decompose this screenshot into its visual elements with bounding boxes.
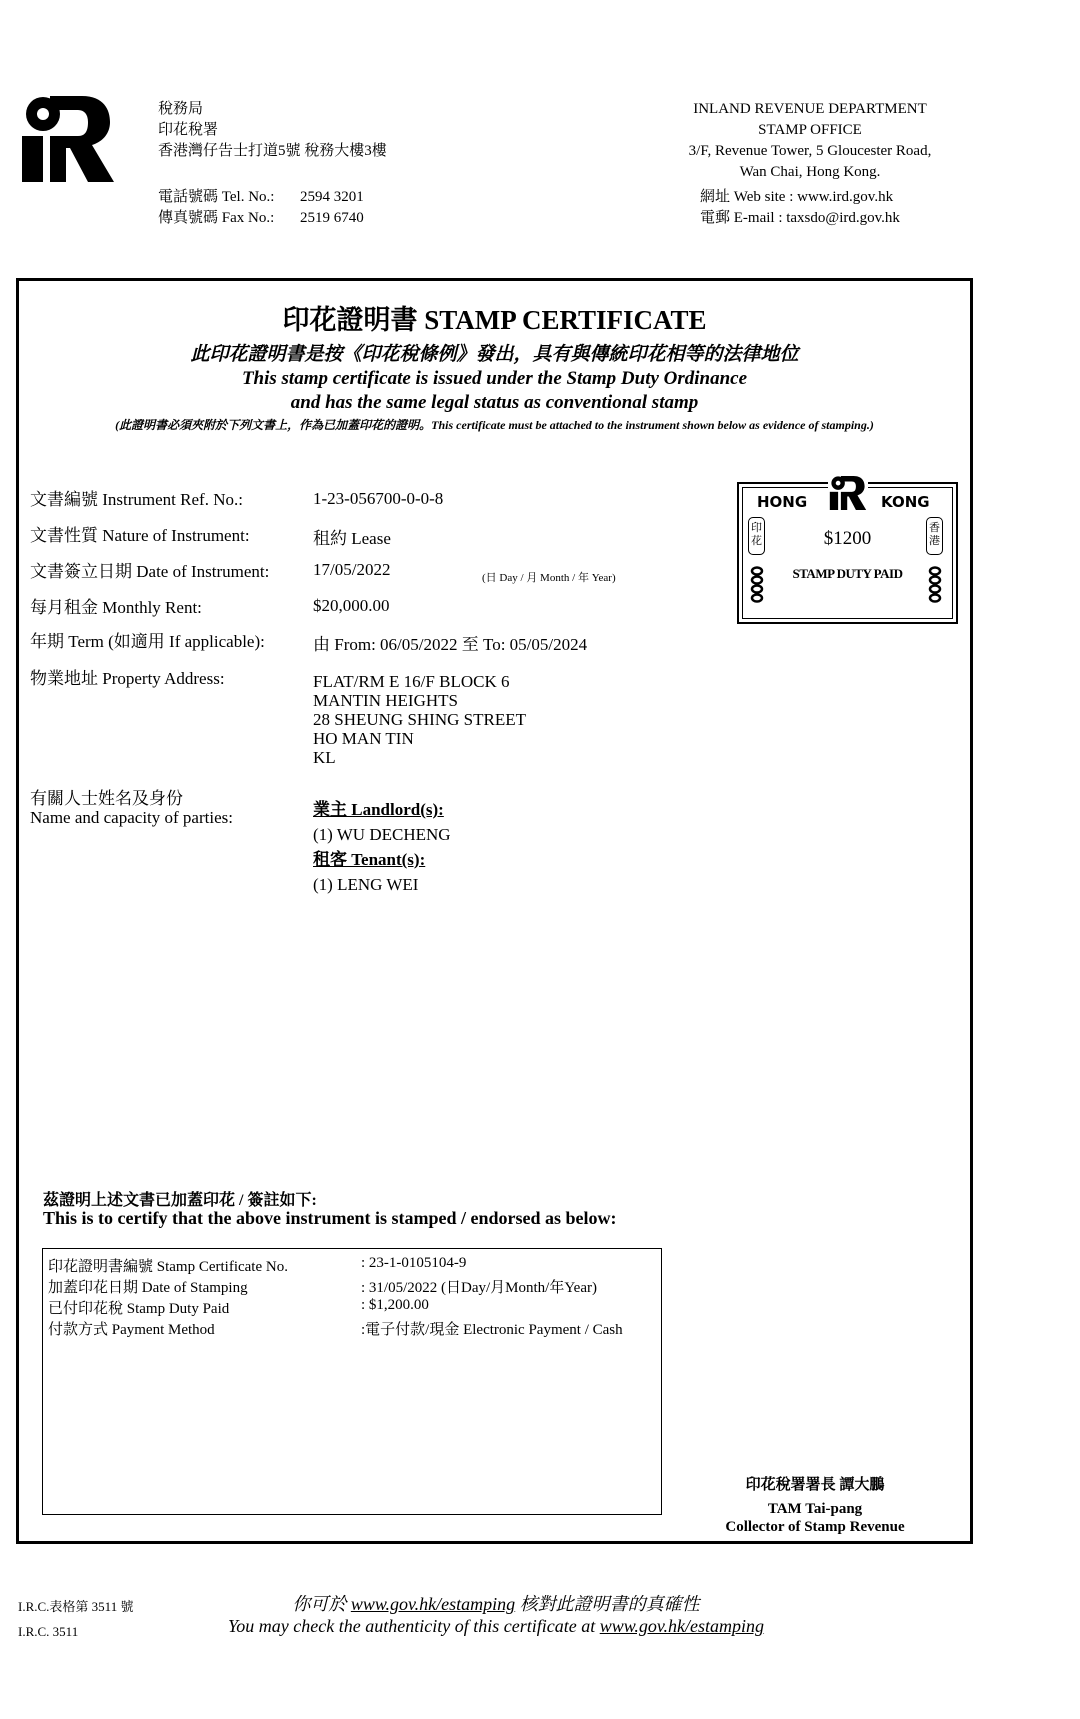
tenant-label: 租客 Tenant(s): — [313, 850, 426, 869]
authenticity-note-cn — [186, 1590, 806, 1616]
payment-method-value: :電子付款/現金 Electronic Payment / Cash — [361, 1322, 623, 1338]
nature-value: 租約 Lease — [313, 529, 391, 548]
fax-value: 2519 6740 — [300, 210, 364, 226]
estamping-link[interactable]: www.gov.hk/estamping — [350, 1594, 516, 1614]
website[interactable]: 網址 Web site : www.ird.gov.hk — [700, 189, 894, 205]
check-cn-suffix: 核對此證明書的真確性 — [515, 1594, 700, 1614]
date-format-hint: (日 Day / 月 Month / 年 Year) — [482, 572, 616, 584]
stamp-cert-no-label: 印花證明書編號 Stamp Certificate No. — [48, 1259, 288, 1275]
tel-label: 電話號碼 Tel. No.: — [158, 189, 275, 205]
term-label: 年期 Term (如適用 If applicable): — [30, 632, 265, 651]
tenant-name: (1) LENG WEI — [313, 875, 419, 894]
address-line: KL — [313, 748, 336, 767]
term-value: 由 From: 06/05/2022 至 To: 05/05/2024 — [313, 635, 588, 654]
stamp-seal-right: 香港 — [926, 517, 943, 555]
parties-label-en: Name and capacity of parties: — [30, 808, 233, 827]
stamp-hong: HONG — [753, 493, 811, 511]
office-name-cn: 印花稅署 — [158, 122, 219, 138]
stamp-duty-paid-label: STAMP DUTY PAID — [792, 566, 903, 581]
certificate-subtitle — [16, 343, 973, 415]
rent-label: 每月租金 Monthly Rent: — [30, 598, 202, 617]
stamping-date-label: 加蓋印花日期 Date of Stamping — [48, 1280, 248, 1296]
office-name-en: STAMP OFFICE — [758, 122, 862, 138]
tel-value: 2594 3201 — [300, 189, 364, 205]
form-number — [18, 1594, 133, 1644]
parties-label-cn: 有關人士姓名及身份 — [30, 789, 183, 808]
ird-logo — [22, 96, 114, 182]
dept-name-en: INLAND REVENUE DEPARTMENT — [693, 101, 927, 117]
certificate-title: 印花證明書 STAMP CERTIFICATE — [282, 305, 707, 335]
check-en-prefix: You may check the authenticity of this certificate at — [227, 1616, 600, 1636]
collector-name: TAM Tai-pang — [767, 1501, 863, 1517]
subtitle-cn: 此印花證明書是按《印花稅條例》發出，具有與傳統印花相等的法律地位 — [190, 344, 799, 365]
subtitle-en-2: and has the same legal status as conventional stamp — [290, 392, 699, 413]
stamp-kong: KONG — [877, 493, 934, 511]
parties-label — [30, 789, 233, 827]
payment-method-label: 付款方式 Payment Method — [48, 1322, 215, 1338]
address-en-2: Wan Chai, Hong Kong. — [739, 164, 881, 180]
collector-signature — [700, 1500, 930, 1536]
stamping-date-value: : 31/05/2022 (日Day/月Month/年Year) — [361, 1280, 597, 1296]
landlord-name: (1) WU DECHENG — [313, 825, 451, 844]
collector-title-cn: 印花稅署署長 譚大鵬 — [745, 1477, 885, 1493]
landlord-label: 業主 Landlord(s): — [313, 800, 444, 819]
address-line: HO MAN TIN — [313, 729, 414, 748]
nature-label: 文書性質 Nature of Instrument: — [30, 526, 250, 545]
certify-statement-cn: 茲證明上述文書已加蓋印花 / 簽註如下: — [43, 1192, 317, 1209]
dept-name-cn: 稅務局 — [158, 101, 204, 117]
form-number-cn: I.R.C.表格第 3511 號 — [18, 1599, 134, 1614]
header-contact — [158, 187, 364, 229]
address-line: 28 SHEUNG SHING STREET — [313, 710, 526, 729]
property-address — [313, 672, 526, 767]
form-number-en: I.R.C. 3511 — [18, 1624, 79, 1639]
stamp-ird-logo-icon — [828, 476, 868, 510]
date-label: 文書簽立日期 Date of Instrument: — [30, 562, 270, 581]
parties-list — [313, 797, 451, 897]
collector-title-en: Collector of Stamp Revenue — [725, 1519, 905, 1535]
header-web-contact — [700, 187, 900, 229]
address-line: FLAT/RM E 16/F BLOCK 6 — [313, 672, 510, 691]
attach-note: (此證明書必須夾附於下列文書上，作為已加蓋印花的證明。This certificate must be attached to the instrument shown below as evidence of stamping.) — [115, 418, 874, 432]
date-value: 17/05/2022 — [313, 560, 391, 579]
estamping-link[interactable]: www.gov.hk/estamping — [599, 1616, 765, 1636]
certify-statement-en: This is to certify that the above instrument is stamped / endorsed as below: — [43, 1208, 617, 1228]
ref-value: 1-23-056700-0-0-8 — [313, 489, 444, 508]
stamp-seal-left: 印花 — [748, 517, 765, 555]
authenticity-note-en — [186, 1616, 806, 1637]
address-cn: 香港灣仔告士打道5號 稅務大樓3樓 — [158, 143, 387, 159]
ref-label: 文書編號 Instrument Ref. No.: — [30, 490, 243, 509]
subtitle-en-1: This stamp certificate is issued under the Stamp Duty Ordinance — [241, 368, 748, 389]
stamp-amount: $1200 — [823, 528, 872, 549]
rent-value: $20,000.00 — [313, 596, 390, 615]
email[interactable]: 電郵 E-mail : taxsdo@ird.gov.hk — [700, 210, 900, 226]
address-label: 物業地址 Property Address: — [30, 669, 225, 688]
duty-paid-label: 已付印花稅 Stamp Duty Paid — [48, 1301, 230, 1317]
duty-paid-value: : $1,200.00 — [361, 1297, 429, 1313]
header-right-address — [660, 99, 960, 183]
address-line: MANTIN HEIGHTS — [313, 691, 458, 710]
address-en-1: 3/F, Revenue Tower, 5 Gloucester Road, — [688, 143, 932, 159]
fax-label: 傳真號碼 Fax No.: — [158, 210, 275, 226]
check-cn-prefix: 你可於 — [292, 1594, 351, 1614]
stamp-cert-no-value: : 23-1-0105104-9 — [361, 1255, 467, 1271]
header-left-address — [158, 99, 387, 162]
